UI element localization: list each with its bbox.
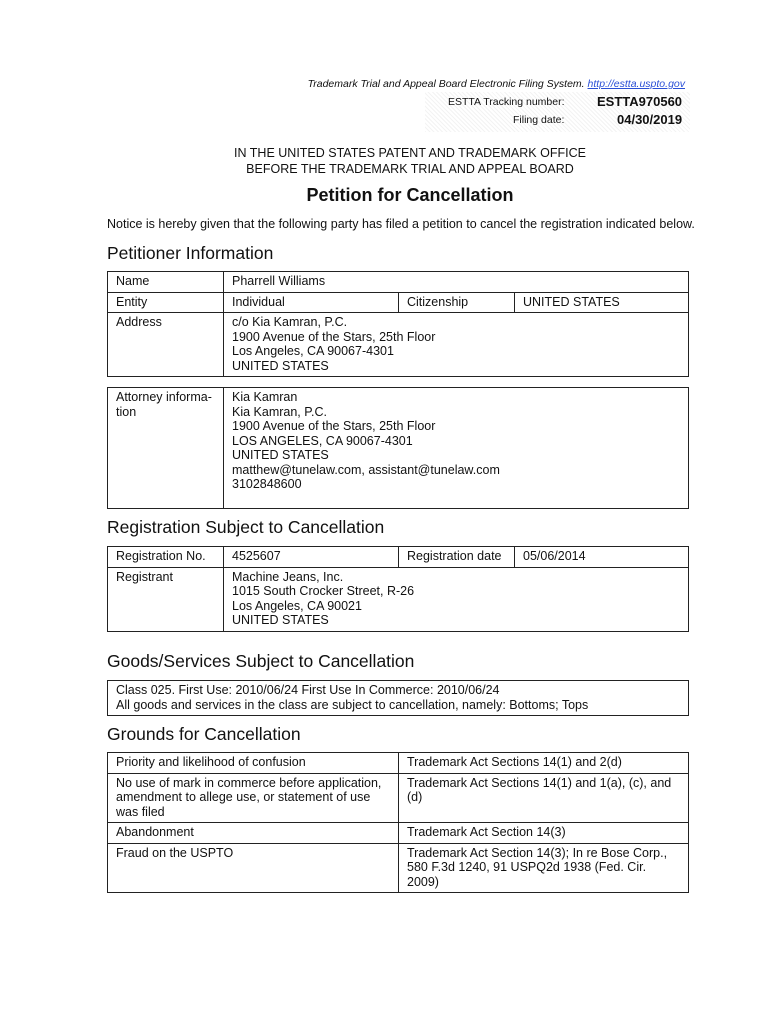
system-header (308, 78, 685, 90)
court-heading (0, 145, 770, 177)
basis-cell: Trademark Act Sections 14(1) and 1(a), (c), and (d) (399, 773, 689, 823)
ground-cell: Priority and likelihood of confusion (108, 753, 399, 774)
registrant-label: Registrant (108, 567, 224, 631)
registrant-info: Machine Jeans, Inc. 1015 South Crocker Street, R-26 Los Angeles, CA 90021 UNITED STATES (224, 567, 689, 631)
tracking-number: ESTTA970560 (597, 94, 683, 109)
ground-cell: Abandonment (108, 823, 399, 844)
name-label: Name (108, 272, 224, 293)
registration-date-label: Registration date (399, 547, 515, 568)
attorney-label: Attorney informa- tion (108, 388, 224, 509)
registration-date: 05/06/2014 (515, 547, 689, 568)
registration-number-label: Registration No. (108, 547, 224, 568)
citizenship-label: Citizenship (399, 292, 515, 313)
grounds-row (108, 753, 689, 774)
registration-number: 4525607 (224, 547, 399, 568)
goods-table (107, 680, 689, 716)
registration-heading: Registration Subject to Cancellation (107, 517, 385, 537)
grounds-row (108, 843, 689, 893)
petitioner-table (107, 271, 689, 377)
petitioner-heading: Petitioner Information (107, 243, 274, 263)
tracking-label: ESTTA Tracking number: (448, 96, 565, 108)
grounds-row (108, 823, 689, 844)
grounds-heading: Grounds for Cancellation (107, 724, 301, 744)
basis-cell: Trademark Act Section 14(3); In re Bose Corp., 580 F.3d 1240, 91 USPQ2d 1938 (Fed. Cir. 2009) (399, 843, 689, 893)
attorney-table (107, 387, 689, 509)
ground-cell: No use of mark in commerce before application, amendment to allege use, or statement of use was filed (108, 773, 399, 823)
system-label: Trademark Trial and Appeal Board Electronic Filing System. (307, 78, 585, 90)
document-title: Petition for Cancellation (306, 185, 514, 205)
filing-date: 04/30/2019 (617, 112, 683, 127)
grounds-row (108, 773, 689, 823)
goods-heading: Goods/Services Subject to Cancellation (107, 651, 415, 671)
attorney-info: Kia Kamran Kia Kamran, P.C. 1900 Avenue of the Stars, 25th Floor LOS ANGELES, CA 90067-4301 UNITED STATES matthew@tunelaw.com, assistant@tunelaw.com 3102848600 (224, 388, 689, 509)
goods-text: Class 025. First Use: 2010/06/24 First Use In Commerce: 2010/06/24 All goods and services in the class are subject to cancellation, namely: Bottoms; Tops (108, 681, 689, 716)
registration-table (107, 546, 689, 632)
notice-text: Notice is hereby given that the following party has filed a petition to cancel the registration indicated below. (107, 217, 695, 231)
estta-link[interactable]: http://estta.uspto.gov (587, 78, 685, 90)
basis-cell: Trademark Act Sections 14(1) and 2(d) (399, 753, 689, 774)
entity-value: Individual (224, 292, 399, 313)
petitioner-name: Pharrell Williams (224, 272, 689, 293)
entity-label: Entity (108, 292, 224, 313)
basis-cell: Trademark Act Section 14(3) (399, 823, 689, 844)
filing-date-label: Filing date: (513, 114, 565, 126)
court-line-1: IN THE UNITED STATES PATENT AND TRADEMARK OFFICE (234, 146, 586, 160)
citizenship-value: UNITED STATES (515, 292, 689, 313)
court-line-2: BEFORE THE TRADEMARK TRIAL AND APPEAL BOARD (246, 162, 574, 176)
grounds-table (107, 752, 689, 893)
address-label: Address (108, 313, 224, 377)
petitioner-address: c/o Kia Kamran, P.C. 1900 Avenue of the Stars, 25th Floor Los Angeles, CA 90067-4301 UNITED STATES (224, 313, 689, 377)
ground-cell: Fraud on the USPTO (108, 843, 399, 893)
